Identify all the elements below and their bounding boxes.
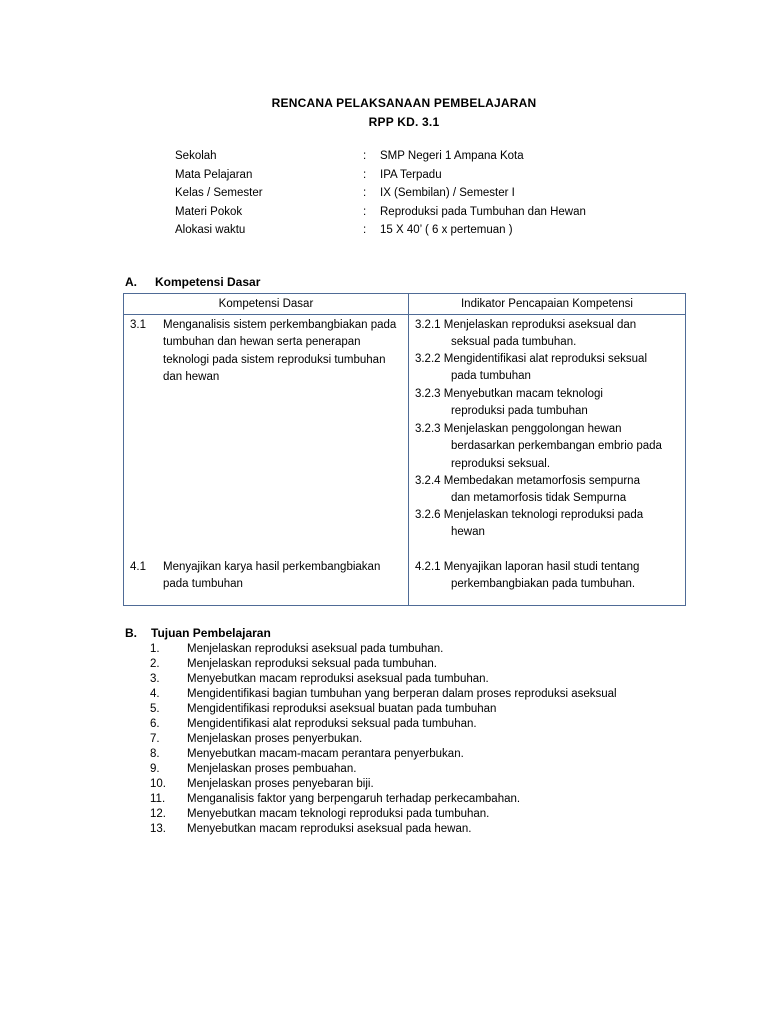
info-row-sekolah [175, 149, 675, 168]
item-number: 7. [150, 733, 160, 745]
item-number: 3. [150, 673, 160, 685]
section-letter: A. [125, 275, 137, 289]
document-title: RENCANA PELAKSANAAN PEMBELAJARAN [271, 96, 537, 110]
item-number: 8. [150, 748, 160, 760]
indicator-cell [408, 315, 685, 606]
item-number: 10. [150, 778, 166, 790]
list-item [150, 732, 710, 747]
indicator-continuation: pada tumbuhan [450, 370, 531, 383]
indicator-continuation: dan metamorfosis tidak Sempurna [450, 492, 627, 505]
section-title: Kompetensi Dasar [155, 275, 261, 289]
list-item [150, 792, 710, 807]
indicator-text: 4.2.1 Menyajikan laporan hasil studi tentang [414, 561, 640, 573]
info-value: 15 X 40’ ( 6 x pertemuan ) [380, 224, 513, 236]
item-number: 12. [150, 808, 166, 820]
list-item [150, 762, 710, 777]
info-colon: : [363, 168, 367, 181]
indicator-text: 3.2.2 Mengidentifikasi alat reproduksi seksual [414, 353, 648, 365]
indicator-item [415, 317, 685, 352]
document-subtitle: RPP KD. 3.1 [368, 115, 440, 129]
list-item [150, 717, 710, 732]
info-label: Mata Pelajaran [175, 168, 253, 181]
competency-table [123, 293, 686, 606]
info-row-mata-pelajaran [175, 168, 675, 187]
item-text: Menjelaskan proses penyerbukan. [187, 733, 363, 745]
indicator-text: 3.2.3 Menjelaskan penggolongan hewan [414, 423, 622, 435]
indicator-item [415, 507, 685, 542]
list-item [150, 822, 710, 837]
indicator-continuation: reproduksi pada tumbuhan [450, 405, 588, 418]
info-label: Materi Pokok [175, 205, 243, 218]
indicator-item [415, 559, 685, 594]
info-value: IX (Sembilan) / Semester I [380, 187, 515, 199]
section-b-heading [125, 626, 271, 640]
table-row [124, 315, 686, 606]
item-number: 9. [150, 763, 160, 775]
list-item [150, 747, 710, 762]
list-item [150, 687, 710, 702]
item-text: Mengidentifikasi alat reproduksi seksual pada tumbuhan. [187, 718, 477, 730]
item-text: Menjelaskan reproduksi seksual pada tumbuhan. [187, 658, 437, 670]
info-colon: : [363, 150, 367, 162]
item-text: Mengidentifikasi bagian tumbuhan yang berperan dalam proses reproduksi aseksual [187, 688, 617, 700]
identity-block [175, 149, 675, 242]
item-text: Menganalisis faktor yang berpengaruh terhadap perkecambahan. [187, 793, 521, 805]
info-colon: : [363, 187, 367, 199]
table-header-cell: Kompetensi Dasar [124, 294, 409, 315]
list-item [150, 807, 710, 822]
item-text: Menjelaskan reproduksi aseksual pada tumbuhan. [187, 643, 444, 655]
item-number: 11. [150, 793, 166, 805]
info-value: SMP Negeri 1 Ampana Kota [380, 150, 524, 162]
section-a-heading [125, 275, 260, 289]
learning-objectives-list [150, 642, 710, 837]
table-header-row [124, 294, 686, 315]
kd-number: 4.1 [130, 561, 146, 573]
indicator-item [415, 473, 685, 508]
item-number: 6. [150, 718, 160, 730]
kd-number: 3.1 [130, 319, 146, 331]
indicator-continuation: berdasarkan perkembangan embrio pada reproduksi seksual. [450, 440, 662, 470]
section-letter: B. [125, 626, 137, 640]
list-item [150, 777, 710, 792]
list-item [150, 672, 710, 687]
item-text: Menyebutkan macam reproduksi aseksual pada hewan. [187, 823, 472, 835]
section-title: Tujuan Pembelajaran [151, 626, 271, 640]
info-row-materi-pokok [175, 205, 675, 224]
list-item [150, 642, 710, 657]
info-row-alokasi-waktu [175, 223, 675, 242]
item-text: Menjelaskan proses pembuahan. [187, 763, 357, 775]
item-text: Menyebutkan macam teknologi reproduksi pada tumbuhan. [187, 808, 490, 820]
indicator-continuation: perkembangbiakan pada tumbuhan. [450, 578, 636, 591]
item-number: 13. [150, 823, 166, 835]
list-item [150, 657, 710, 672]
info-label: Alokasi waktu [175, 224, 246, 236]
indicator-continuation: hewan [450, 526, 485, 539]
info-value: IPA Terpadu [380, 168, 442, 181]
item-number: 1. [150, 643, 160, 655]
item-number: 4. [150, 688, 160, 700]
info-value: Reproduksi pada Tumbuhan dan Hewan [380, 205, 586, 218]
indicator-text: 3.2.1 Menjelaskan reproduksi aseksual dan [414, 319, 637, 331]
kd-cell [124, 315, 409, 606]
info-label: Sekolah [175, 150, 217, 162]
indicator-continuation: seksual pada tumbuhan. [450, 336, 577, 349]
item-text: Menyebutkan macam reproduksi aseksual pada tumbuhan. [187, 673, 489, 685]
item-text: Menyebutkan macam-macam perantara penyerbukan. [187, 748, 464, 760]
kd-text: Menyajikan karya hasil perkembangbiakan pada tumbuhan [163, 561, 381, 591]
indicator-text: 3.2.6 Menjelaskan teknologi reproduksi pada [414, 509, 644, 521]
indicator-item [415, 421, 685, 473]
indicator-text: 3.2.4 Membedakan metamorfosis sempurna [414, 475, 640, 487]
info-label: Kelas / Semester [175, 187, 263, 199]
info-colon: : [363, 224, 367, 236]
indicator-item [415, 386, 685, 421]
indicator-text: 3.2.3 Menyebutkan macam teknologi [414, 388, 603, 400]
item-text: Menjelaskan proses penyebaran biji. [187, 778, 374, 790]
indicator-item [415, 351, 685, 386]
item-text: Mengidentifikasi reproduksi aseksual buatan pada tumbuhan [187, 703, 497, 715]
info-row-kelas-semester [175, 186, 675, 205]
item-number: 2. [150, 658, 160, 670]
list-item [150, 702, 710, 717]
kd-text: Menganalisis sistem perkembangbiakan pada tumbuhan dan hewan serta penerapan teknologi pada sistem reproduksi tumbuhan dan hewan [163, 319, 397, 383]
info-colon: : [363, 205, 367, 218]
table-header-cell: Indikator Pencapaian Kompetensi [408, 294, 685, 315]
item-number: 5. [150, 703, 160, 715]
